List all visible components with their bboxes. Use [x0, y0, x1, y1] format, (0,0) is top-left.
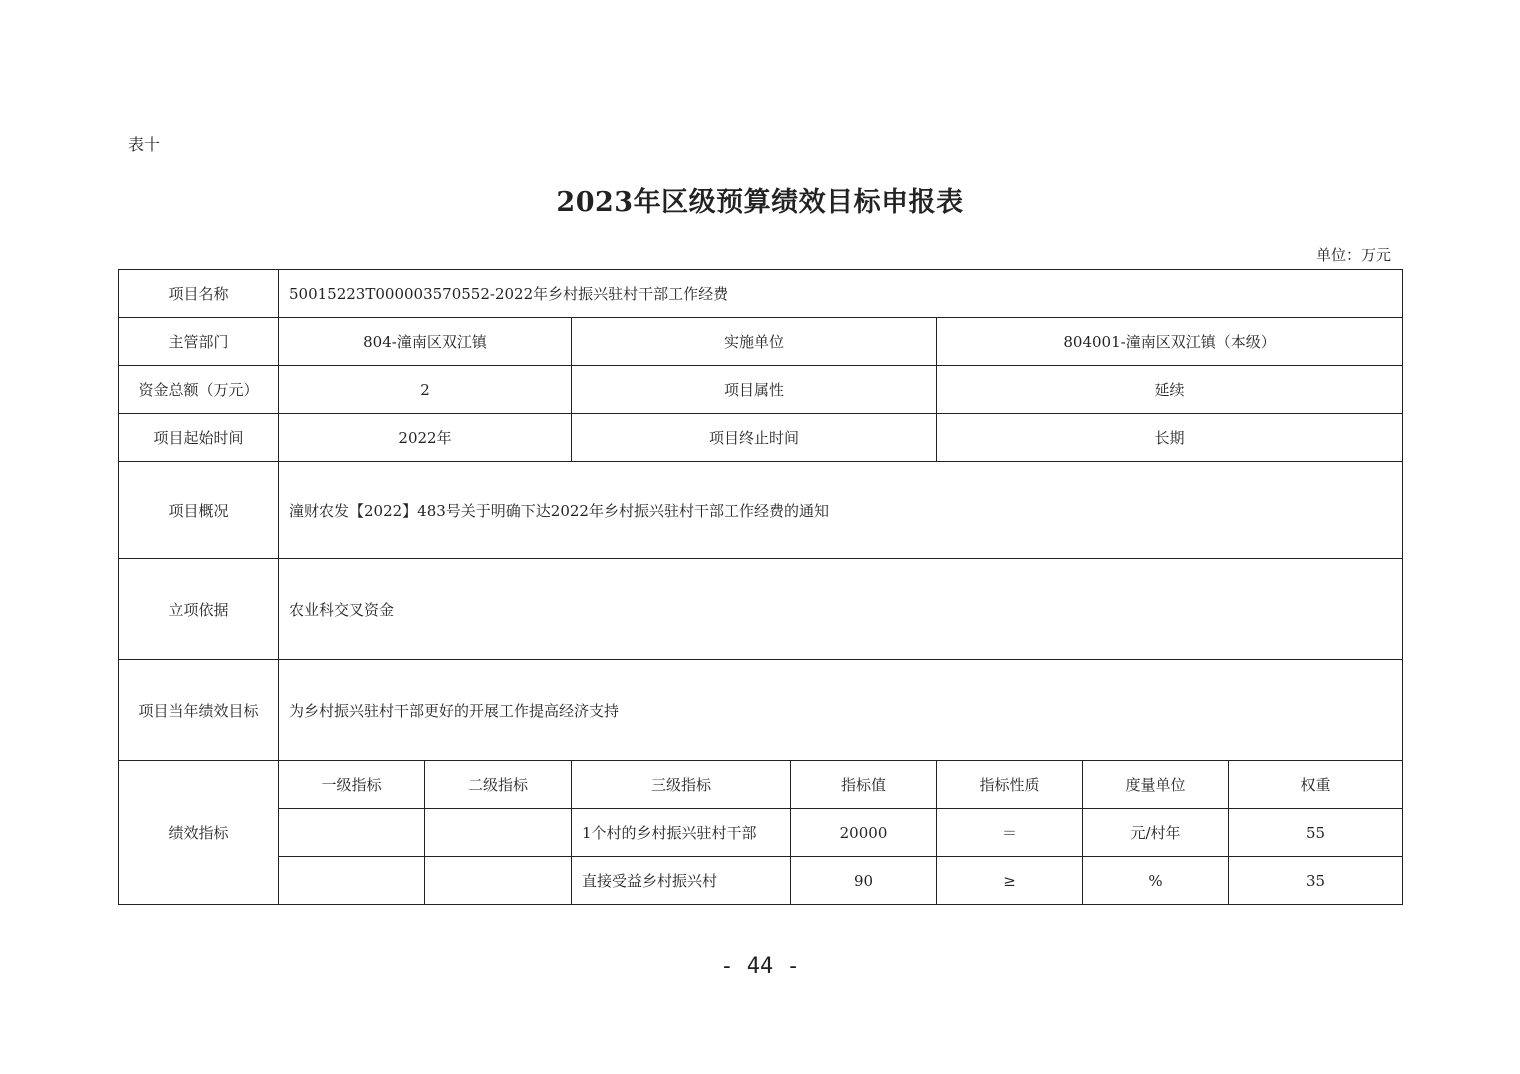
impl-value: 804001-潼南区双江镇（本级） — [937, 318, 1403, 366]
row-project-name — [119, 270, 1403, 318]
table-row — [119, 857, 1403, 905]
project-name-value: 50015223T000003570552-2022年乡村振兴驻村干部工作经费 — [279, 270, 1403, 318]
row-time — [119, 414, 1403, 462]
page-number: - 44 - — [720, 954, 800, 979]
indicator-nature: ＝ — [937, 809, 1083, 857]
indicator-weight: 55 — [1229, 809, 1403, 857]
header-level3: 三级指标 — [572, 761, 791, 809]
row-fund — [119, 366, 1403, 414]
indicator-value: 20000 — [791, 809, 937, 857]
row-overview — [119, 462, 1403, 559]
performance-target-table — [118, 269, 1403, 905]
attr-value: 延续 — [937, 366, 1403, 414]
end-value: 长期 — [937, 414, 1403, 462]
unit-label: 单位：万元 — [1315, 246, 1391, 264]
basis-value: 农业科交叉资金 — [279, 559, 1403, 660]
indicator-level1 — [279, 857, 425, 905]
indicator-unit: 元/村年 — [1083, 809, 1229, 857]
end-label: 项目终止时间 — [572, 414, 937, 462]
indicator-value: 90 — [791, 857, 937, 905]
indicator-header-row — [119, 761, 1403, 809]
header-weight: 权重 — [1229, 761, 1403, 809]
row-goal — [119, 660, 1403, 761]
indicator-level2 — [425, 809, 572, 857]
fund-label: 资金总额（万元） — [119, 366, 279, 414]
start-value: 2022年 — [279, 414, 572, 462]
indicator-level3: 1个村的乡村振兴驻村干部 — [572, 809, 791, 857]
indicator-level1 — [279, 809, 425, 857]
basis-label: 立项依据 — [119, 559, 279, 660]
goal-value: 为乡村振兴驻村干部更好的开展工作提高经济支持 — [279, 660, 1403, 761]
header-level2: 二级指标 — [425, 761, 572, 809]
header-unit: 度量单位 — [1083, 761, 1229, 809]
goal-label: 项目当年绩效目标 — [119, 660, 279, 761]
overview-value: 潼财农发【2022】483号关于明确下达2022年乡村振兴驻村干部工作经费的通知 — [279, 462, 1403, 559]
row-basis — [119, 559, 1403, 660]
dept-value: 804-潼南区双江镇 — [279, 318, 572, 366]
header-nature: 指标性质 — [937, 761, 1083, 809]
header-level1: 一级指标 — [279, 761, 425, 809]
table-row — [119, 809, 1403, 857]
table-number-label: 表十 — [128, 135, 161, 154]
indicators-section-label: 绩效指标 — [119, 761, 279, 905]
document-title: 2023年区级预算绩效目标申报表 — [556, 187, 964, 218]
overview-label: 项目概况 — [119, 462, 279, 559]
header-value: 指标值 — [791, 761, 937, 809]
indicator-weight: 35 — [1229, 857, 1403, 905]
row-department — [119, 318, 1403, 366]
project-name-label: 项目名称 — [119, 270, 279, 318]
indicator-nature: ≥ — [937, 857, 1083, 905]
start-label: 项目起始时间 — [119, 414, 279, 462]
indicator-level2 — [425, 857, 572, 905]
fund-value: 2 — [279, 366, 572, 414]
impl-label: 实施单位 — [572, 318, 937, 366]
attr-label: 项目属性 — [572, 366, 937, 414]
indicator-unit: % — [1083, 857, 1229, 905]
indicator-level3: 直接受益乡村振兴村 — [572, 857, 791, 905]
dept-label: 主管部门 — [119, 318, 279, 366]
